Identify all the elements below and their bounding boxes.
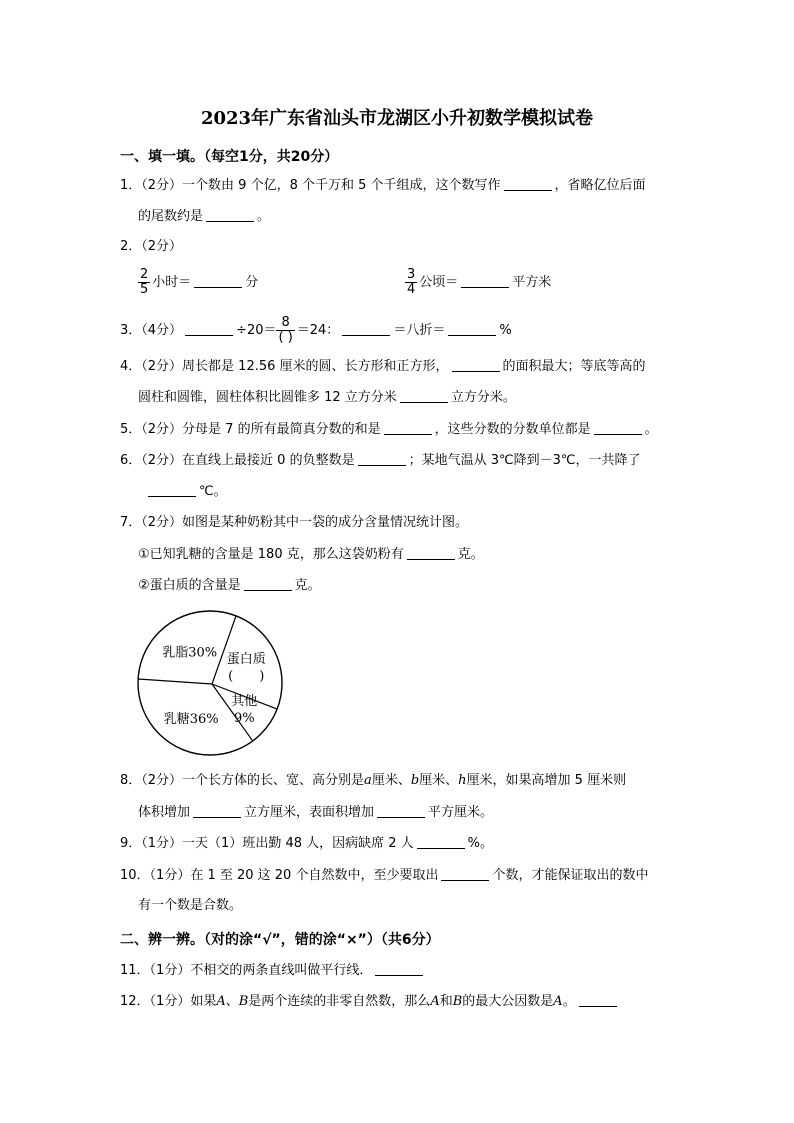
answer-blank[interactable] [594,420,642,435]
fraction: $\frac{2}{5}$ [140,267,149,297]
answer-blank[interactable] [194,273,242,288]
question-8-line-1: 8．（2分）一个长方体的长、宽、高分别是a厘米、b厘米、h厘米，如果高增加 5 厘米则 [120,773,627,788]
answer-blank[interactable] [452,357,500,372]
question-3: 3．（4分） ÷20＝ $\frac{8}{( )}$ ＝24： ＝八折＝ % [120,315,512,345]
pie-chart [132,608,292,758]
answer-blank[interactable] [377,803,425,818]
question-9: 9．（1分）一天（1）班出勤 48 人，因病缺席 2 人 %。 [120,836,494,851]
answer-blank[interactable] [461,273,509,288]
section-1-heading: 一、填一填。（每空1分，共20分） [120,149,339,165]
answer-blank[interactable] [375,961,423,976]
question-2-head: 2．（2分） [120,239,183,254]
answer-blank[interactable] [342,321,390,336]
question-6-line-2: ℃。 [145,482,227,501]
answer-blank[interactable] [384,420,432,435]
answer-blank[interactable] [400,388,448,403]
answer-blank[interactable] [579,992,617,1007]
question-10-line-1: 10．（1分）在 1 至 20 这 20 个自然数中，至少要取出 个数，才能保证取出的数中 [120,868,649,883]
fraction: $\frac{3}{4}$ [407,267,416,297]
question-4-line-2: 圆柱和圆锥，圆柱体积比圆锥多 12 立方分米 立方分米。 [138,390,516,405]
question-7-part-2: ②蛋白质的含量是 克。 [138,578,321,593]
pie-slice-sublabel: 9% [234,711,255,727]
question-2-part-2: $\frac{3}{4}$ 公顷＝ 平方米 [407,267,552,297]
answer-blank[interactable] [448,321,496,336]
answer-blank[interactable] [407,545,455,560]
answer-blank[interactable] [193,803,241,818]
answer-blank[interactable] [358,451,406,466]
pie-slice-label: 蛋白质 [226,652,266,668]
page-title: 2023年广东省汕头市龙湖区小升初数学模拟试卷 [200,108,594,129]
question-12: 12．（1分）如果A、B是两个连续的非零自然数，那么A和B的最大公因数是A。 [120,992,620,1011]
section-2-heading: 二、辨一辨。（对的涂“√”，错的涂“×”）（共6分） [120,932,440,948]
answer-blank[interactable] [206,207,254,222]
question-2-part-1: $\frac{2}{5}$ 小时＝ 分 [140,267,259,297]
pie-slice-label: 其他 [231,694,258,710]
answer-blank[interactable] [441,866,489,881]
answer-blank[interactable] [504,176,552,191]
question-1-line-2: 的尾数约是 。 [138,209,271,224]
answer-blank[interactable] [417,834,465,849]
question-6-line-1: 6．（2分）在直线上最接近 0 的负整数是 ；某地气温从 3℃降到－3℃，一共降了 [120,453,641,468]
answer-blank[interactable] [244,576,292,591]
question-4-line-1: 4．（2分）周长都是 12.56 厘米的圆、长方形和正方形， 的面积最大；等底等高的 [120,359,646,374]
question-5: 5．（2分）分母是 7 的所有最简真分数的和是 ，这些分数的分数单位都是 。 [120,422,658,437]
answer-blank[interactable] [185,321,233,336]
question-7-part-1: ①已知乳糖的含量是 180 克，那么这袋奶粉有 克。 [138,547,484,562]
question-7-head: 7．（2分）如图是某种奶粉其中一袋的成分含量情况统计图。 [120,515,469,530]
fraction: $\frac{8}{( )}$ [278,315,293,345]
pie-slice-sublabel: ( ) [228,669,265,685]
answer-blank[interactable] [148,482,196,497]
pie-slice-label: 乳糖36% [163,711,219,727]
question-11: 11．（1分）不相交的两条直线叫做平行线． [120,961,426,980]
question-8-line-2: 体积增加 立方厘米，表面积增加 平方厘米。 [138,805,494,820]
question-1-line-1: 1．（2分）一个数由 9 个亿，8 个千万和 5 个千组成，这个数写作 ，省略亿位后面 [120,178,646,193]
pie-slice-label: 乳脂30% [162,645,218,661]
question-10-line-2: 有一个数是合数。 [138,898,243,913]
